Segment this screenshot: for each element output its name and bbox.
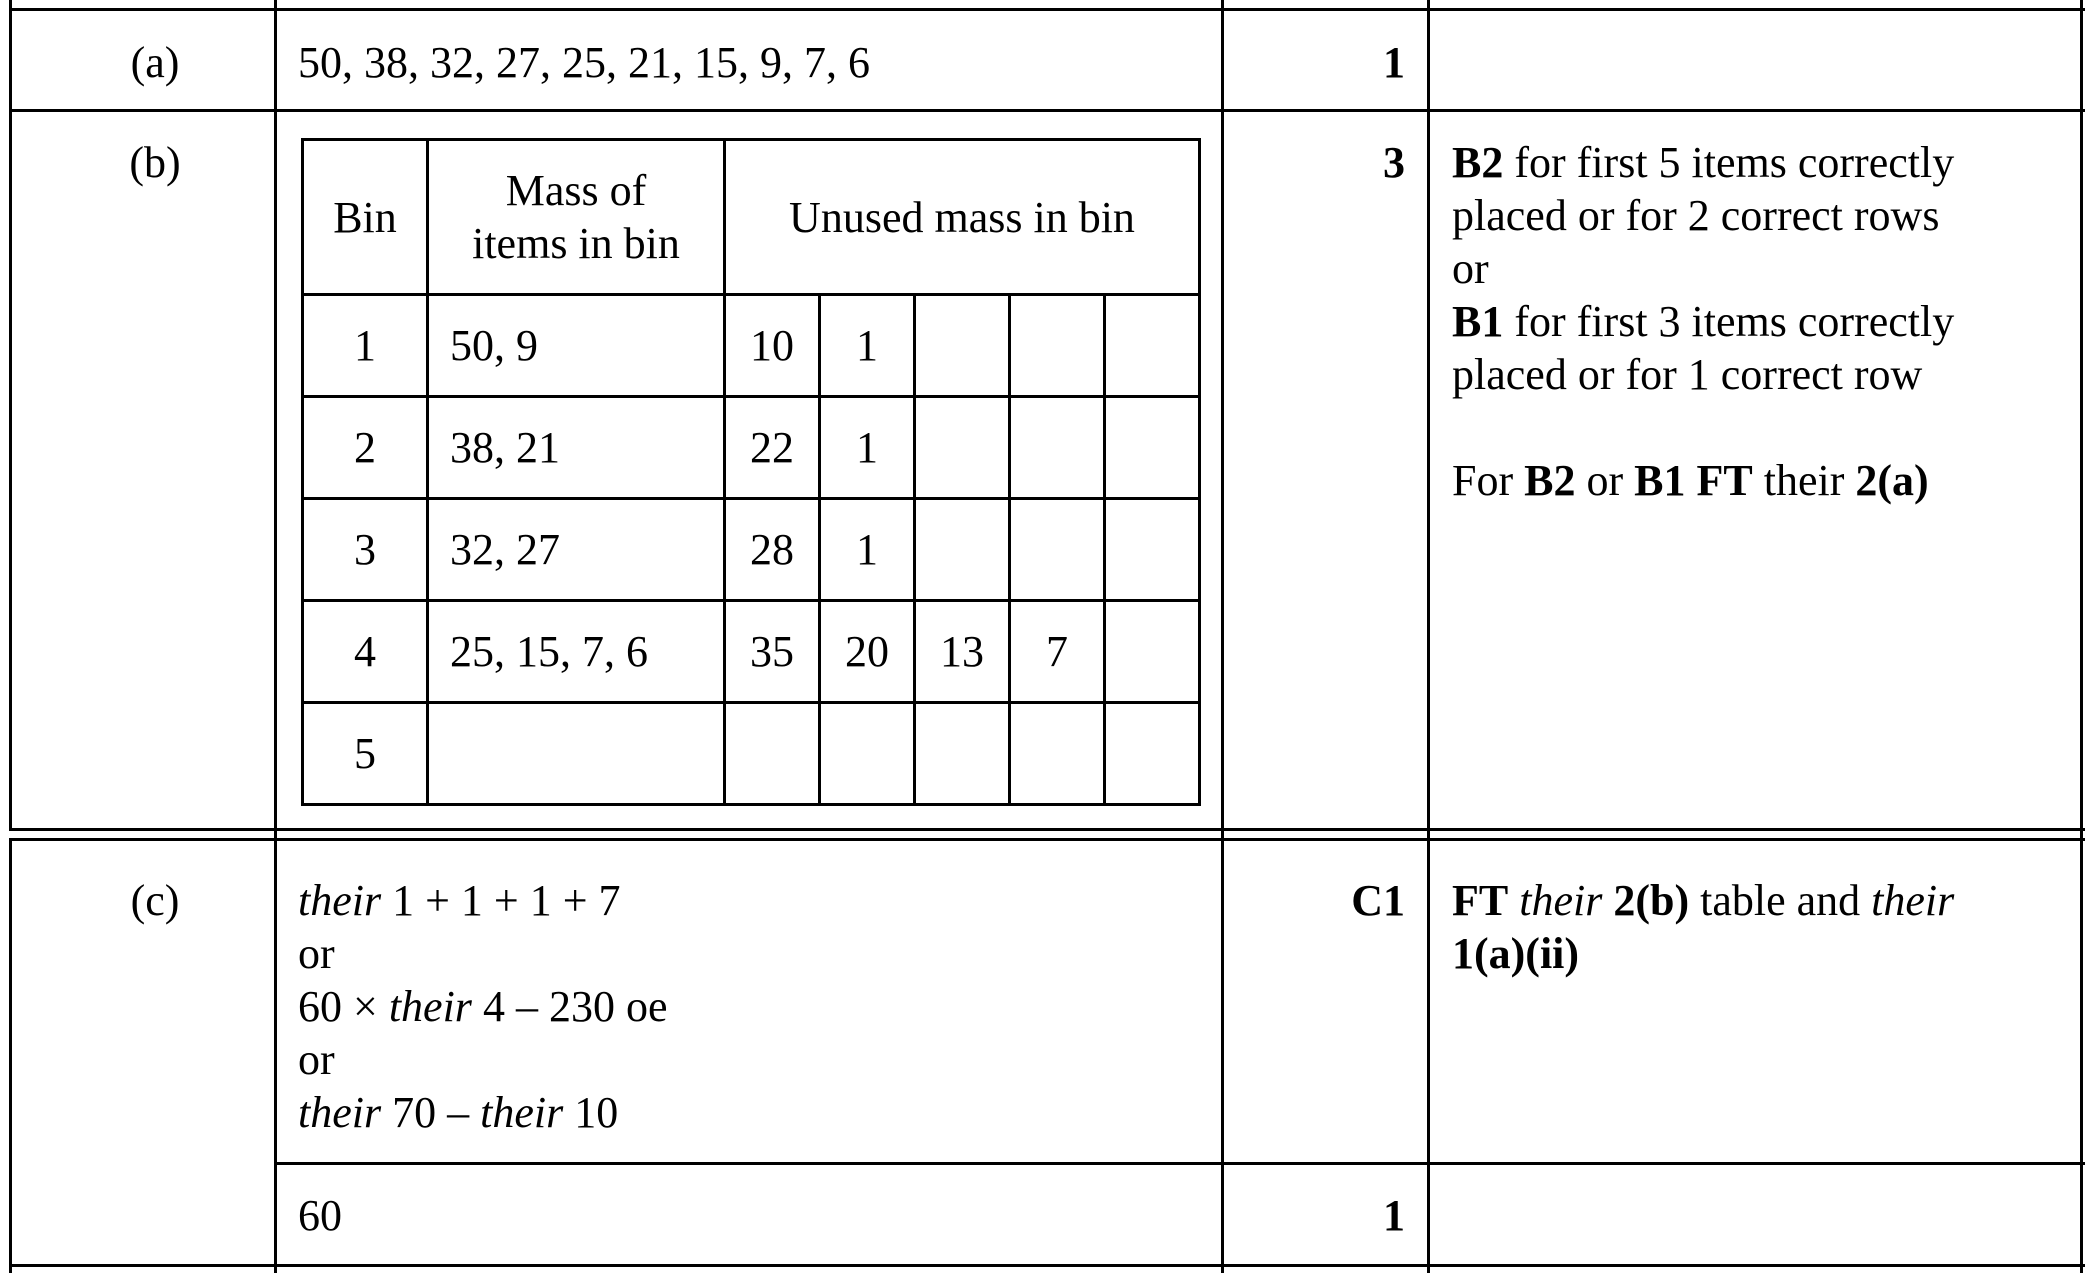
unused-value	[1105, 295, 1200, 397]
table-row	[303, 703, 1200, 805]
col-part-divider	[274, 0, 277, 1273]
guidance-line: For B2 or B1 FT their 2(a)	[1452, 456, 1929, 505]
bin-items	[428, 703, 725, 805]
unused-value: 7	[1010, 601, 1105, 703]
bin-number: 1	[303, 295, 428, 397]
bin-items: 38, 21	[428, 397, 725, 499]
col-left-edge	[9, 0, 12, 831]
header-mass-line2: items in bin	[472, 219, 680, 268]
part-a-mark: 1	[1383, 38, 1405, 87]
unused-value: 13	[915, 601, 1010, 703]
unused-value	[725, 703, 820, 805]
part-b-label: (b)	[129, 138, 181, 187]
bin-items: 50, 9	[428, 295, 725, 397]
header-bin: Bin	[303, 140, 428, 295]
part-c-mark-answer: 1	[1383, 1191, 1405, 1240]
guidance-line: 1(a)(ii)	[1452, 929, 1580, 978]
unused-value	[1010, 295, 1105, 397]
unused-value: 22	[725, 397, 820, 499]
col-left-edge-c	[9, 838, 12, 1273]
unused-value: 20	[820, 601, 915, 703]
guidance-line: FT their 2(b) table and their	[1452, 876, 1955, 925]
header-mass-line1: Mass of	[505, 166, 647, 215]
rule-c-inner	[275, 1162, 2085, 1165]
part-c-label: (c)	[130, 876, 180, 925]
unused-value	[915, 499, 1010, 601]
rule-a-b	[9, 109, 2085, 112]
unused-value	[1010, 499, 1105, 601]
part-a-label: (a)	[130, 38, 180, 87]
unused-value: 35	[725, 601, 820, 703]
working-line: 60 × their 4 – 230 oe	[298, 982, 668, 1031]
unused-value	[1010, 397, 1105, 499]
part-c-working	[298, 874, 667, 1139]
unused-value	[915, 295, 1010, 397]
guidance-line: placed or for 2 correct rows	[1452, 191, 1940, 240]
unused-value: 1	[820, 397, 915, 499]
header-unused-mass: Unused mass in bin	[725, 140, 1200, 295]
unused-value	[915, 703, 1010, 805]
part-c-answer: 60	[298, 1191, 342, 1240]
unused-value: 1	[820, 499, 915, 601]
guidance-line: B2 for first 5 items correctly	[1452, 138, 1955, 187]
col-mark-divider	[1427, 0, 1430, 1273]
part-c-mark-method: C1	[1351, 876, 1405, 925]
rule-c-top	[9, 838, 2085, 841]
bin-items: 32, 27	[428, 499, 725, 601]
working-line: or	[298, 929, 335, 978]
bin-number: 2	[303, 397, 428, 499]
guidance-line: placed or for 1 correct row	[1452, 350, 1923, 399]
part-b-guidance	[1452, 136, 2062, 507]
working-line: their 70 – their 10	[298, 1088, 619, 1137]
table-row	[303, 397, 1200, 499]
bin-packing-table	[301, 138, 1201, 806]
table-row	[303, 499, 1200, 601]
unused-value	[1105, 499, 1200, 601]
guidance-line: B1 for first 3 items correctly	[1452, 297, 1955, 346]
working-line: their 1 + 1 + 1 + 7	[298, 876, 621, 925]
guidance-line: or	[1452, 244, 1489, 293]
rule-top	[9, 8, 2085, 11]
part-b-mark: 3	[1383, 138, 1405, 187]
unused-value: 1	[820, 295, 915, 397]
table-row	[303, 601, 1200, 703]
table-row	[303, 295, 1200, 397]
rule-bottom	[9, 1264, 2085, 1267]
working-line: or	[298, 1035, 335, 1084]
unused-value	[1010, 703, 1105, 805]
unused-value: 28	[725, 499, 820, 601]
unused-value	[1105, 397, 1200, 499]
unused-value: 10	[725, 295, 820, 397]
col-right-edge	[2080, 0, 2083, 1273]
bin-number: 4	[303, 601, 428, 703]
bin-items: 25, 15, 7, 6	[428, 601, 725, 703]
unused-value	[1105, 601, 1200, 703]
bin-number: 5	[303, 703, 428, 805]
col-answer-divider	[1221, 0, 1224, 1273]
unused-value	[1105, 703, 1200, 805]
rule-b-bottom	[9, 828, 2085, 831]
part-c-guidance	[1452, 874, 2062, 980]
unused-value	[915, 397, 1010, 499]
header-mass-of-items	[428, 140, 725, 295]
part-a-answer: 50, 38, 32, 27, 25, 21, 15, 9, 7, 6	[298, 38, 870, 87]
bin-number: 3	[303, 499, 428, 601]
unused-value	[820, 703, 915, 805]
